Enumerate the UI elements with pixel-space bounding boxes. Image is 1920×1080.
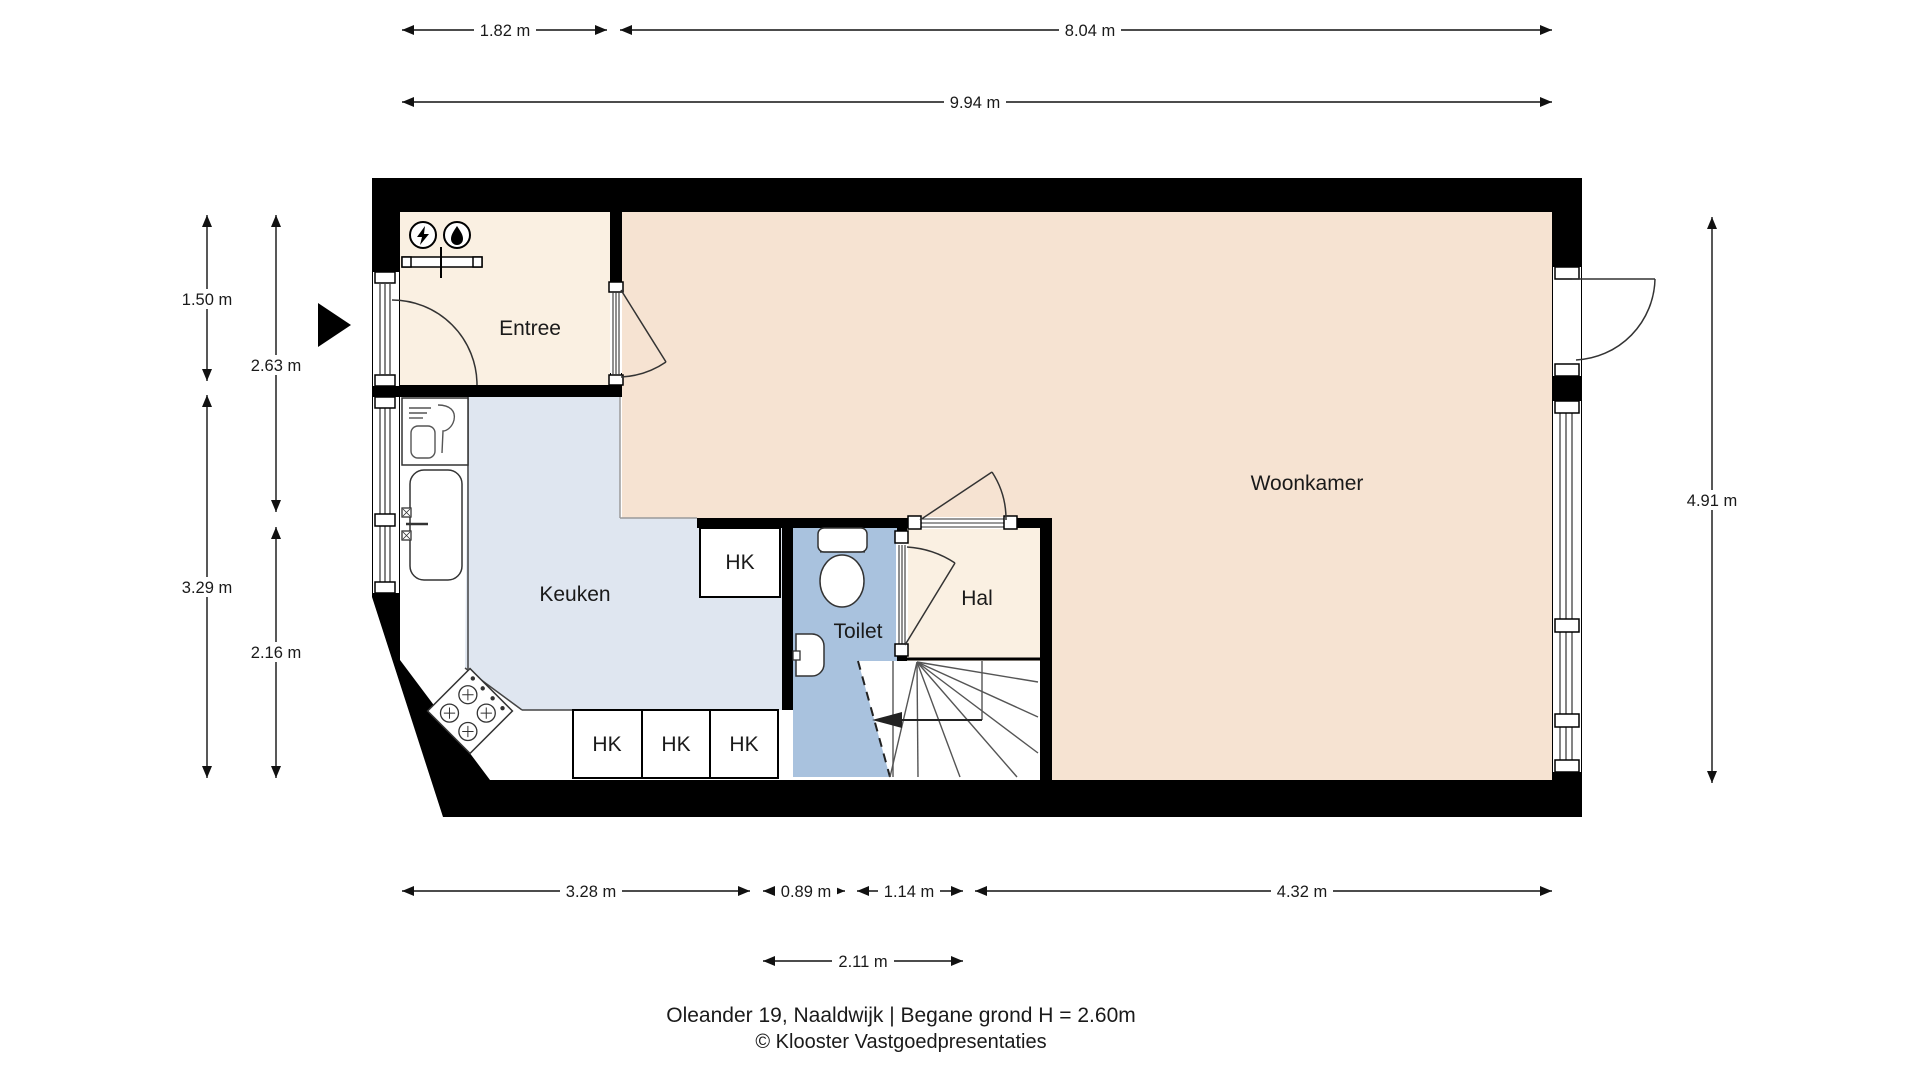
- room-woonkamer-top: [622, 212, 1552, 518]
- page-title: Oleander 19, Naaldwijk | Begane grond H = 2.60m: [666, 1004, 1136, 1027]
- label-hk-3: HK: [729, 733, 759, 756]
- label-hk-top: HK: [725, 551, 755, 574]
- dim-bottom-toilet-hal: 2.11 m: [838, 953, 888, 971]
- toilet-icon: [818, 528, 867, 607]
- dim-top-total: 9.94 m: [949, 94, 1001, 112]
- dim-left-inner-a: 2.63 m: [250, 357, 302, 375]
- entrance-arrow-icon: [318, 303, 351, 347]
- dishwasher-icon: [402, 398, 468, 465]
- label-hk-2: HK: [661, 733, 691, 756]
- wall-entree-right-upper: [610, 212, 622, 284]
- dim-left-inner-b: 2.16 m: [250, 644, 302, 662]
- wall-toilet-left: [782, 518, 793, 710]
- dim-bottom-living: 4.32 m: [1276, 883, 1328, 901]
- dim-right-living: 4.91 m: [1686, 492, 1738, 510]
- window-left: [373, 397, 399, 593]
- wall-stairs-right: [1040, 518, 1052, 780]
- back-door: [1553, 267, 1655, 376]
- dim-left-outer-b: 3.29 m: [181, 579, 233, 597]
- label-keuken: Keuken: [539, 583, 611, 606]
- dim-bottom-kitchen: 3.28 m: [565, 883, 617, 901]
- dim-bottom-hal: 1.14 m: [883, 883, 935, 901]
- dim-bottom-toilet: 0.89 m: [780, 883, 832, 901]
- dim-top-entree: 1.82 m: [479, 22, 531, 40]
- label-toilet: Toilet: [833, 620, 883, 643]
- label-entree: Entree: [499, 317, 561, 340]
- stairs: [858, 659, 1040, 777]
- dim-top-rest: 8.04 m: [1064, 22, 1116, 40]
- label-woonkamer: Woonkamer: [1250, 472, 1364, 495]
- label-hal: Hal: [961, 587, 993, 610]
- copyright: © Klooster Vastgoedpresentaties: [755, 1031, 1047, 1053]
- window-right: [1553, 401, 1581, 772]
- wall-mid-horizontal: [697, 518, 912, 528]
- dim-left-outer-a: 1.50 m: [181, 291, 233, 309]
- label-hk-1: HK: [592, 733, 622, 756]
- room-woonkamer-bottom: [1052, 518, 1552, 780]
- hand-basin: [793, 634, 824, 676]
- kitchen-sink: [402, 470, 462, 580]
- wall-entree-bottom: [372, 385, 622, 397]
